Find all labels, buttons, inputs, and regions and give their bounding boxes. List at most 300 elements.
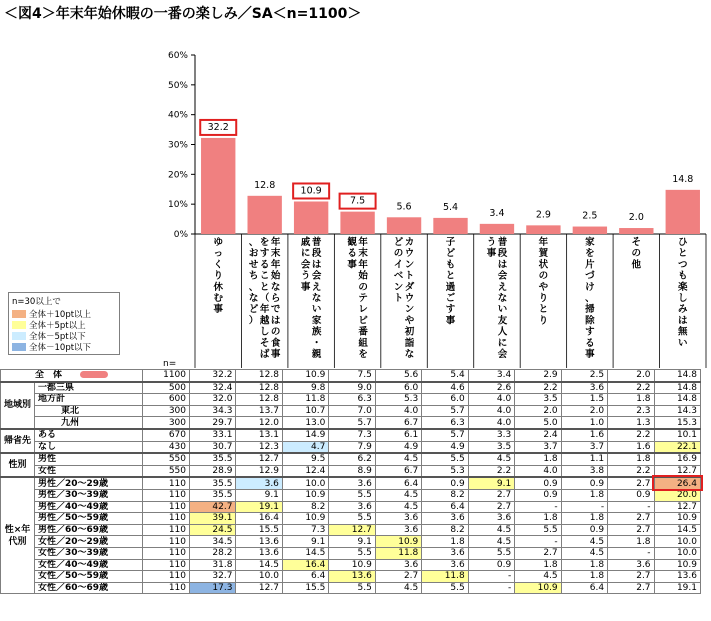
table-cell: 10.0 [654, 547, 700, 559]
table-cell: 2.2 [608, 465, 654, 477]
table-cell: 6.7 [375, 465, 421, 477]
row-n: 550 [143, 453, 190, 465]
table-cell: 6.4 [375, 477, 421, 489]
table-cell: 4.0 [468, 405, 514, 417]
n-label: n= [163, 359, 177, 369]
table-cell: 7.3 [329, 429, 375, 441]
table-cell: 5.5 [329, 489, 375, 501]
row-n: 670 [143, 429, 190, 441]
table-cell: 3.6 [608, 559, 654, 571]
table-cell: 14.3 [654, 405, 700, 417]
table-cell: 8.2 [422, 524, 468, 536]
table-cell: 9.8 [282, 382, 328, 394]
table-cell: 5.5 [422, 582, 468, 594]
table-cell: 5.3 [375, 394, 421, 406]
table-cell: 6.3 [422, 417, 468, 429]
table-cell: - [608, 547, 654, 559]
table-cell: 8.9 [329, 465, 375, 477]
table-cell: 8.2 [282, 501, 328, 513]
row-label: 地方計 [35, 394, 143, 406]
row-label: なし [35, 441, 143, 453]
category-label: ひとつも楽しみは無い [678, 237, 688, 349]
table-cell: 24.5 [190, 524, 236, 536]
table-cell: 9.1 [236, 489, 282, 501]
table-cell: 1.8 [561, 559, 607, 571]
table-cell: 3.6 [375, 513, 421, 525]
table-cell: 29.7 [190, 417, 236, 429]
table-cell: 10.0 [282, 477, 328, 489]
row-n: 110 [143, 582, 190, 594]
table-cell: 2.2 [608, 382, 654, 394]
y-tick-label: 0% [173, 230, 188, 240]
table-cell: 10.9 [515, 582, 561, 594]
table-cell: 34.5 [190, 536, 236, 548]
table-row [1, 382, 701, 394]
row-label: 女性／40～49歳 [35, 559, 143, 571]
table-cell: - [515, 501, 561, 513]
table-cell: 4.5 [375, 489, 421, 501]
table-cell: 20.0 [654, 489, 700, 501]
table-cell: 12.3 [236, 441, 282, 453]
value-label: 2.5 [582, 210, 598, 222]
value-label: 10.9 [300, 185, 322, 197]
table-cell: 1.8 [561, 489, 607, 501]
category-label: 年末年始ならではの食事をすること（年越しそば、おせち、など） [248, 237, 281, 360]
table-cell: 0.9 [561, 477, 607, 489]
table-cell: 6.7 [375, 417, 421, 429]
value-label: 32.2 [207, 121, 229, 133]
bar [387, 217, 421, 234]
category-label: その他 [631, 237, 642, 271]
table-cell: 16.4 [282, 559, 328, 571]
table-cell: 3.8 [561, 465, 607, 477]
table-cell: 5.5 [468, 547, 514, 559]
bar [433, 218, 467, 234]
table-cell: 31.8 [190, 559, 236, 571]
category-label: ゆっくり休む事 [213, 237, 223, 316]
table-cell: 2.0 [515, 405, 561, 417]
table-cell: 12.7 [654, 501, 700, 513]
table-cell: 4.5 [468, 536, 514, 548]
table-cell: 35.5 [190, 489, 236, 501]
table-cell: 15.5 [282, 582, 328, 594]
bar [573, 227, 607, 234]
table-cell: 13.6 [654, 571, 700, 583]
table-cell: - [468, 571, 514, 583]
table-cell: 12.8 [236, 370, 282, 382]
table-cell: 12.0 [236, 417, 282, 429]
table-cell: 26.4 [654, 477, 700, 489]
row-label: ある [35, 429, 143, 441]
row-label: 女性 [35, 465, 143, 477]
table-cell: 1.1 [561, 453, 607, 465]
table-cell: 9.1 [329, 536, 375, 548]
bar [201, 138, 235, 234]
table-cell: 11.8 [422, 571, 468, 583]
table-row [1, 524, 701, 536]
bar [340, 212, 374, 234]
table-cell: 1.8 [422, 536, 468, 548]
row-n: 600 [143, 394, 190, 406]
total-swatch [80, 371, 108, 378]
value-label: 2.0 [628, 212, 644, 224]
table-cell: 9.1 [468, 477, 514, 489]
table-cell: 4.5 [515, 571, 561, 583]
table-cell: 2.2 [468, 465, 514, 477]
table-cell: 0.9 [608, 489, 654, 501]
value-label: 7.5 [350, 195, 366, 207]
legend-label: 全体＋5pt以上 [29, 320, 86, 331]
table-cell: 5.5 [329, 582, 375, 594]
category-labels [213, 236, 688, 360]
table-row [1, 501, 701, 513]
table-cell: 15.5 [236, 524, 282, 536]
table-cell: 4.0 [468, 394, 514, 406]
row-label: 女性／20～29歳 [35, 536, 143, 548]
table-cell: 2.7 [515, 547, 561, 559]
group-label: 性別 [1, 453, 35, 477]
table-cell: 2.2 [608, 429, 654, 441]
table-cell: 8.2 [422, 489, 468, 501]
table-cell: 4.5 [375, 501, 421, 513]
table-cell: 19.1 [654, 582, 700, 594]
table-cell: 2.6 [468, 382, 514, 394]
table-cell: 3.4 [468, 370, 514, 382]
table-row [1, 513, 701, 525]
table-row [1, 429, 701, 441]
table-cell: 10.1 [654, 429, 700, 441]
table-cell: 10.0 [654, 536, 700, 548]
value-label: 5.6 [396, 201, 412, 213]
table-cell: 0.9 [515, 477, 561, 489]
table-row [1, 559, 701, 571]
y-tick-label: 10% [167, 200, 188, 211]
row-n: 550 [143, 465, 190, 477]
row-n: 110 [143, 559, 190, 571]
bar [247, 196, 281, 234]
table-cell: 3.6 [422, 547, 468, 559]
table-cell: 13.0 [282, 417, 328, 429]
table-cell: 4.5 [561, 536, 607, 548]
group-label: 性×年代別 [1, 477, 35, 593]
table-cell: 5.4 [422, 370, 468, 382]
table-cell: 14.5 [654, 524, 700, 536]
row-label: 女性／30～39歳 [35, 547, 143, 559]
table-cell: 2.0 [608, 370, 654, 382]
table-row [1, 441, 701, 453]
table-cell: 12.7 [236, 453, 282, 465]
table-cell: 22.1 [654, 441, 700, 453]
row-label: 男性／40～49歳 [35, 501, 143, 513]
category-label: 年賀状のやりとり [538, 237, 549, 327]
legend [8, 292, 120, 355]
table-cell: 1.8 [515, 559, 561, 571]
table-row [1, 477, 701, 489]
value-label: 5.4 [442, 201, 459, 213]
group-label: 帰省先 [1, 429, 35, 453]
table-cell: 3.3 [468, 429, 514, 441]
table-cell: 32.7 [190, 571, 236, 583]
y-tick-label: 40% [167, 110, 188, 121]
table-cell: 10.9 [282, 489, 328, 501]
table-cell: 10.9 [282, 513, 328, 525]
table-cell: 1.8 [608, 536, 654, 548]
table-cell: 14.9 [282, 429, 328, 441]
table-cell: 5.5 [329, 513, 375, 525]
table-cell: 39.1 [190, 513, 236, 525]
table-row [1, 453, 701, 465]
table-cell: 10.7 [282, 405, 328, 417]
table-cell: 2.9 [515, 370, 561, 382]
table-cell: 0.9 [468, 559, 514, 571]
table-cell: 9.5 [282, 453, 328, 465]
table-cell: 4.0 [515, 465, 561, 477]
table-cell: 6.4 [422, 501, 468, 513]
table-row [1, 547, 701, 559]
table-row [1, 394, 701, 406]
legend-item [12, 341, 116, 352]
legend-label: 全体－5pt以下 [29, 331, 86, 342]
row-n: 110 [143, 489, 190, 501]
table-cell: - [608, 501, 654, 513]
table-cell: 4.9 [375, 441, 421, 453]
table-cell: 32.0 [190, 394, 236, 406]
table-cell: 2.7 [608, 477, 654, 489]
table-cell: 1.8 [515, 513, 561, 525]
row-n: 110 [143, 477, 190, 489]
table-cell: 1.8 [608, 453, 654, 465]
table-cell: - [468, 582, 514, 594]
table-cell: 6.1 [375, 429, 421, 441]
legend-swatch [12, 321, 26, 329]
table-cell: 6.0 [375, 382, 421, 394]
legend-label: 全体－10pt以下 [29, 342, 92, 353]
table-row [1, 582, 701, 594]
table-cell: 0.9 [561, 524, 607, 536]
row-label: 一都三県 [35, 382, 143, 394]
table-cell: 9.1 [282, 536, 328, 548]
y-tick-label: 50% [167, 80, 188, 91]
table-cell: 5.6 [375, 370, 421, 382]
table-cell: 5.0 [515, 417, 561, 429]
table-cell: 6.4 [561, 582, 607, 594]
category-label: 普段は会えない家族・親戚に会う事 [300, 237, 322, 360]
table-cell: 4.0 [375, 405, 421, 417]
table-cell: 12.9 [236, 465, 282, 477]
row-n: 300 [143, 417, 190, 429]
table-cell: 2.7 [468, 489, 514, 501]
table-cell: 5.5 [329, 547, 375, 559]
row-n: 300 [143, 405, 190, 417]
table-cell: 9.0 [329, 382, 375, 394]
table-cell: 4.7 [282, 441, 328, 453]
table-cell: 3.6 [236, 477, 282, 489]
row-n: 1100 [143, 370, 190, 382]
table-cell: 5.7 [422, 429, 468, 441]
y-axis [163, 51, 706, 369]
legend-swatch [12, 332, 26, 340]
table-cell: 10.9 [654, 559, 700, 571]
table-cell: 2.7 [468, 501, 514, 513]
table-cell: 0.9 [515, 489, 561, 501]
table-cell: 12.8 [236, 394, 282, 406]
table-cell: 28.2 [190, 547, 236, 559]
table-cell: 6.0 [422, 394, 468, 406]
row-n: 110 [143, 524, 190, 536]
table-cell: 3.6 [375, 524, 421, 536]
table-cell: 5.3 [422, 465, 468, 477]
value-label: 2.9 [535, 209, 551, 221]
table-cell: 2.7 [375, 571, 421, 583]
table-cell: 6.3 [329, 394, 375, 406]
table-cell: 3.6 [375, 559, 421, 571]
table-cell: 30.7 [190, 441, 236, 453]
table-cell: 2.5 [561, 370, 607, 382]
table-cell: 5.7 [422, 405, 468, 417]
table-cell: 16.9 [654, 453, 700, 465]
legend-item [12, 319, 116, 330]
bars [201, 138, 700, 234]
legend-title: n=30以上で [12, 297, 61, 307]
legend-item [12, 308, 116, 319]
table-row [1, 489, 701, 501]
table-cell: 15.3 [654, 417, 700, 429]
table-cell: 19.1 [236, 501, 282, 513]
table-cell: 4.9 [422, 441, 468, 453]
table-cell: 5.5 [515, 524, 561, 536]
table-cell: 1.6 [561, 429, 607, 441]
value-label: 14.8 [672, 173, 694, 185]
row-label: 男性／30～39歳 [35, 489, 143, 501]
table-cell: 3.6 [561, 382, 607, 394]
category-label: 家を片づけ、掃除する事 [585, 237, 595, 360]
table-cell: 1.8 [561, 513, 607, 525]
legend-item [12, 330, 116, 341]
table-cell: 1.5 [561, 394, 607, 406]
category-label: 普段は会えない友人に会う事 [486, 237, 508, 360]
table-row [1, 536, 701, 548]
table-cell: 2.2 [515, 382, 561, 394]
bar [294, 201, 328, 234]
y-tick-label: 30% [167, 140, 188, 151]
category-label: 年末年始のテレビ番組を観る事 [347, 237, 368, 360]
y-tick-label: 20% [167, 170, 188, 181]
table-cell: 3.6 [468, 513, 514, 525]
table-cell: 10.9 [282, 370, 328, 382]
table-cell: 4.5 [468, 453, 514, 465]
table-cell: 12.4 [282, 465, 328, 477]
row-n: 110 [143, 536, 190, 548]
table-cell: 3.6 [422, 559, 468, 571]
table-cell: 3.6 [422, 513, 468, 525]
table-cell: 32.2 [190, 370, 236, 382]
table-cell: 2.7 [608, 571, 654, 583]
table-cell: 12.7 [329, 524, 375, 536]
table-cell: 13.7 [236, 405, 282, 417]
table-cell: 3.6 [329, 477, 375, 489]
table-cell: 7.9 [329, 441, 375, 453]
table-cell: 28.9 [190, 465, 236, 477]
table-row [1, 405, 701, 417]
table-cell: 11.8 [375, 547, 421, 559]
value-label: 3.4 [489, 207, 505, 219]
table-row [1, 370, 701, 382]
table-cell: 13.6 [236, 536, 282, 548]
table-cell: 1.8 [515, 453, 561, 465]
table-cell: 14.5 [236, 559, 282, 571]
table-cell: 12.7 [654, 465, 700, 477]
table-cell: 16.4 [236, 513, 282, 525]
table-cell: 10.9 [329, 559, 375, 571]
table-cell: 2.0 [561, 405, 607, 417]
row-label: 男性／20～29歳 [35, 477, 143, 489]
bar [619, 228, 653, 234]
group-label: 地域別 [1, 382, 35, 429]
table-cell: 12.7 [236, 582, 282, 594]
table-cell: 6.4 [282, 571, 328, 583]
table-cell: 35.5 [190, 477, 236, 489]
table-cell: 42.7 [190, 501, 236, 513]
table-row [1, 465, 701, 477]
row-label: 九州 [35, 417, 143, 429]
table-cell: 4.5 [375, 453, 421, 465]
table-cell: 12.8 [236, 382, 282, 394]
legend-swatch [12, 310, 26, 318]
row-n: 110 [143, 513, 190, 525]
table-cell: 13.6 [236, 547, 282, 559]
table-cell: 4.0 [468, 417, 514, 429]
table-cell: - [515, 536, 561, 548]
bar [666, 190, 700, 234]
row-n: 500 [143, 382, 190, 394]
value-label: 12.8 [254, 179, 276, 191]
table-cell: 4.5 [561, 547, 607, 559]
table-cell: 2.7 [608, 582, 654, 594]
table-cell: 1.3 [608, 417, 654, 429]
page-title: ＜図4＞年末年始休暇の一番の楽しみ／SA＜n=1100＞ [4, 6, 362, 22]
table-cell: 10.9 [375, 536, 421, 548]
table-cell: 14.8 [654, 394, 700, 406]
table-cell: 10.0 [236, 571, 282, 583]
table-row [1, 571, 701, 583]
table-cell: 1.8 [608, 394, 654, 406]
bar [526, 225, 560, 234]
table-cell: 3.5 [468, 441, 514, 453]
table-cell: 14.5 [282, 547, 328, 559]
bar [480, 224, 514, 234]
row-label: 女性／60～69歳 [35, 582, 143, 594]
table-cell: 33.1 [190, 429, 236, 441]
table-cell: 3.7 [561, 441, 607, 453]
category-label: 子どもと過ごす事 [445, 237, 456, 327]
row-label: 男性／60～69歳 [35, 524, 143, 536]
table-cell: 1.0 [561, 417, 607, 429]
table-cell: 2.7 [608, 524, 654, 536]
table-cell: 10.9 [654, 513, 700, 525]
row-n: 430 [143, 441, 190, 453]
table-cell: 7.3 [282, 524, 328, 536]
table-cell: 1.8 [561, 571, 607, 583]
table-cell: 34.3 [190, 405, 236, 417]
table-cell: 2.4 [515, 429, 561, 441]
table-cell: 3.6 [329, 501, 375, 513]
table-cell: 0.9 [422, 477, 468, 489]
table-cell: 14.8 [654, 382, 700, 394]
table-cell: 4.5 [375, 582, 421, 594]
table-cell: 35.5 [190, 453, 236, 465]
table-cell: 2.7 [608, 513, 654, 525]
y-tick-label: 60% [167, 51, 188, 61]
